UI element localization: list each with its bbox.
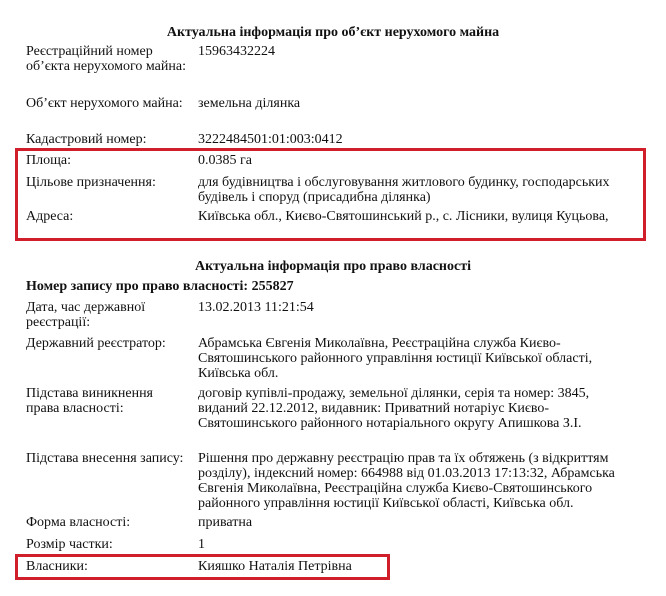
row-label: Розмір частки:	[26, 537, 113, 552]
row-label: Площа:	[26, 153, 71, 168]
highlight-box-owners	[15, 554, 390, 580]
row-value: 0.0385 га	[198, 153, 252, 168]
row-label: Власники:	[26, 559, 88, 574]
row-label: Підстава виникнення права власності:	[26, 386, 153, 416]
row-value: Кияшко Наталія Петрівна	[198, 559, 352, 574]
row-label: Форма власності:	[26, 515, 131, 530]
row-value: Рішення про державну реєстрацію прав та їх обтяжень (з відкриттям розділу), індексний номер: 664988 від 01.03.2013 17:13:32, Абрамська Євгенія Миколаївна, Реєстраційна служба Києво-Святошинського районного управління юстиції Київської області, Київська обл.	[198, 451, 615, 511]
row-value: Абрамська Євгенія Миколаївна, Реєстраційна служба Києво-Святошинського районного управління юстиції Київської області, Київська обл.	[198, 336, 593, 381]
row-label: Об’єкт нерухомого майна:	[26, 96, 183, 111]
row-label: Підстава внесення запису:	[26, 451, 184, 466]
row-label: Державний реєстратор:	[26, 336, 166, 351]
row-label: Дата, час державної реєстрації:	[26, 300, 146, 330]
row-label: Адреса:	[26, 209, 74, 224]
highlight-box-land-details	[15, 148, 646, 241]
property-section-title: Актуальна інформація про об’єкт нерухомого майна	[166, 25, 500, 40]
row-value: 3222484501:01:003:0412	[198, 132, 343, 147]
row-value: 1	[198, 537, 205, 552]
row-value: для будівництва і обслуговування житлового будинку, господарських будівель і споруд (присадибна ділянка)	[198, 175, 610, 205]
row-value: земельна ділянка	[198, 96, 301, 111]
row-label: Реєстраційний номер об’єкта нерухомого майна:	[26, 44, 186, 74]
row-label: Цільове призначення:	[26, 175, 156, 190]
row-value: 15963432224	[198, 44, 275, 59]
row-value: Київська обл., Києво-Святошинський р., с. Лісники, вулиця Куцьова,	[198, 209, 609, 224]
ownership-record-number: Номер запису про право власності: 255827	[26, 279, 294, 294]
row-value: договір купівлі-продажу, земельної ділянки, серія та номер: 3845, виданий 22.12.2012, видавник: Приватний нотаріус Києво-Святошинського районного нотаріального округу Апишкова З.І.	[198, 386, 590, 431]
row-value: 13.02.2013 11:21:54	[198, 300, 314, 315]
row-value: приватна	[198, 515, 253, 530]
row-label: Кадастровий номер:	[26, 132, 147, 147]
ownership-section-title: Актуальна інформація про право власності	[195, 259, 471, 274]
